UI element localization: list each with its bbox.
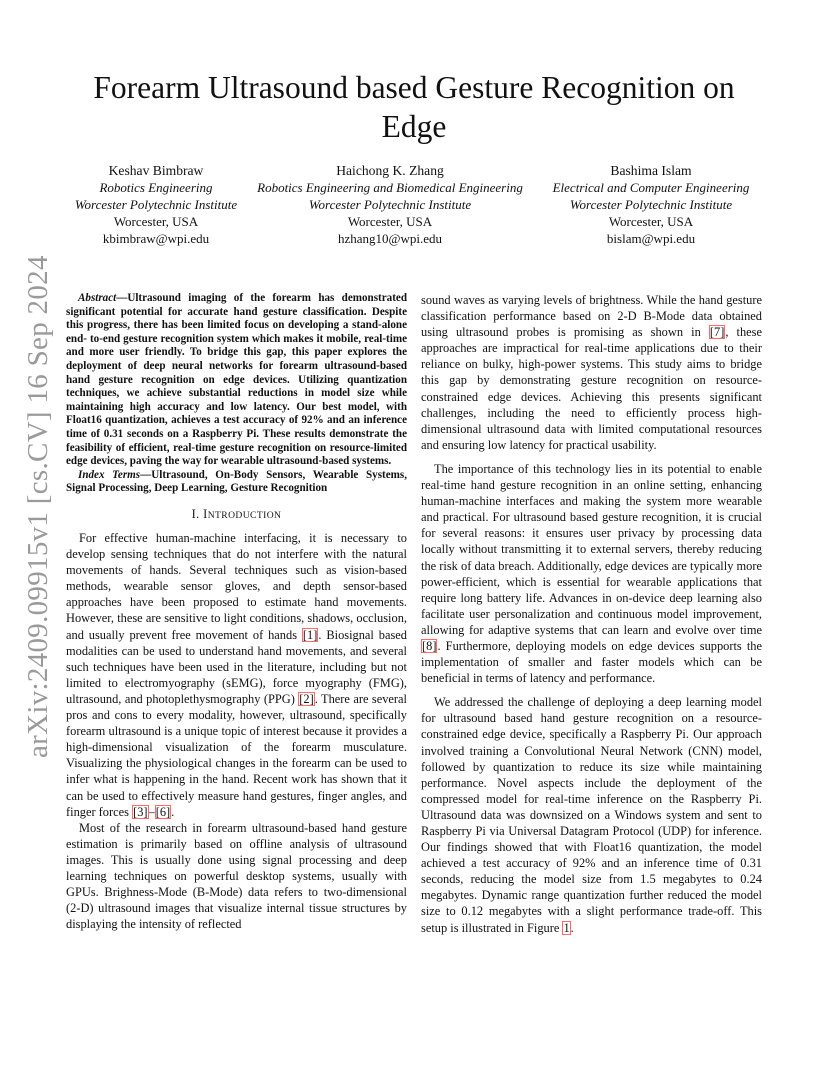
citation-link[interactable]: [7] [709, 325, 725, 340]
citation-link[interactable]: [2] [299, 691, 314, 706]
citation-link[interactable]: [6] [155, 804, 171, 819]
abstract-label: Abstract [78, 292, 117, 304]
right-column [421, 292, 762, 936]
intro-paragraph-2: Most of the research in forearm ultrasound-based hand gesture estimation is primarily based on offline analysis of ultrasound images. This is usually done using signal processing and deep learning techniques on powerful desktop systems, usually with GPUs. Brighness-Mode (B-Mode) data refers to two-dimensional (2-D) ultrasound images that visualize internal tissue structures by displaying the intensity of reflected [66, 820, 407, 932]
author-dept: Robotics Engineering and Biomedical Engineering [257, 180, 523, 195]
author-location: Worcester, USA [347, 214, 433, 229]
arxiv-stamp [16, 255, 60, 758]
author-email[interactable]: hzhang10@wpi.edu [337, 231, 443, 246]
author-email[interactable]: bislam@wpi.edu [606, 231, 696, 246]
author-name: Haichong K. Zhang [336, 163, 444, 178]
author-block [0, 162, 828, 252]
citation-link[interactable]: [8] [422, 638, 437, 653]
intro-paragraph-3: The importance of this technology lies in its potential to enable real-time hand gesture recognition in an online setting, enhancing human-machine interfaces and making the system more wearable and practical. For ultrasound based gesture recognition, it is crucial for several reasons: it ensures user privacy by processing data locally without transmitting it to external servers, thereby reducing the risk of data breach. Additionally, edge devices are typically more power-efficient, which is essential for wearable applications that require long battery life. Advances in on-device deep learning also facilitate user personalization and continuous model improvement, allowing for adaptive systems that can learn and evolve over time [8]. Furthermore, deploying models on edge devices supports the implementation of smaller and faster models which can be beneficial in terms of latency and performance. [421, 461, 762, 686]
author-dept: Electrical and Computer Engineering [552, 180, 750, 195]
intro-paragraph-4: We addressed the challenge of deploying a deep learning model for ultrasound based hand gesture recognition on a resource-constrained edge device, specifically a Raspberry Pi. Our approach involved training a Convolutional Neural Network (CNN) model, followed by quantization to reduce its size while maintaining performance. Novel aspects include the deployment of the compressed model for real-time inference on the Raspberry Pi. Ultrasound data was downsized on a Windows system and sent to Raspberry Pi via Universal Datagram Protocol (UDP) for inference. Our findings showed that with Float16 quantization, the model achieved a test accuracy of 92% and an inference time of 0.31 seconds, reducing the model size from 1.5 megabytes to 0.24 megabytes. Dynamic range quantization further reduced the model size to 0.12 megabytes with a slight performance trade-off. This setup is illustrated in Figure 1. [421, 695, 762, 935]
author-1 [62, 162, 250, 247]
author-dept: Robotics Engineering [99, 180, 213, 195]
left-column [66, 292, 407, 932]
author-location: Worcester, USA [113, 214, 199, 229]
author-email[interactable]: kbimbraw@wpi.edu [102, 231, 210, 246]
index-terms-text: —Ultrasound, On-Body Sensors, Wearable Systems, Signal Processing, Deep Learning, Gesture Recognition [66, 468, 407, 495]
citation-link[interactable]: [1] [302, 627, 318, 642]
citation-link[interactable]: [3] [133, 804, 148, 819]
paper-title: Forearm Ultrasound based Gesture Recognition on Edge [93, 70, 735, 144]
index-terms [66, 469, 407, 496]
author-inst: Worcester Polytechnic Institute [569, 197, 733, 212]
figure-link[interactable]: 1 [563, 920, 570, 935]
section-heading-introduction: I. INTRODUCTION [191, 506, 282, 521]
intro-paragraph-2-cont: sound waves as varying levels of brightness. While the hand gesture classification performance based on 2-D B-Mode data obtained using ultrasound probes is promising as shown in [7], these approaches are impractical for real-time applications due to their reliance on bulky, high-power systems. This study aims to bridge this gap by demonstrating gesture recognition on resource-constrained edge devices. Achieving this presents significant challenges, including the need to efficiently process high-dimensional ultrasound data with limited computational resources and ensuring low latency for practical usability. [421, 293, 763, 452]
author-name: Keshav Bimbraw [108, 163, 204, 178]
author-name: Bashima Islam [610, 163, 692, 178]
author-inst: Worcester Polytechnic Institute [308, 197, 472, 212]
intro-paragraph-1: For effective human-machine interfacing, it is necessary to develop sensing techniques that do not interfere with the natural movements of hands. Several techniques such as vision-based methods, wearable sensor gloves, and depth sensor-based approaches have been proposed to estimate hand movements. However, these are sensitive to light conditions, shadows, occlusion, and usually prevent free movement of hands [1]. Biosignal based modalities can be used to understand hand movements, and several such techniques have been used in the literature, including but not limited to electromyography (sEMG), force myography (FMG), ultrasound, and photoplethysmography (PPG) [2]. There are several pros and cons to every modality, however, ultrasound, specifically forearm ultrasound is a unique topic of interest because it provides a high-dimensional visualization of the forearm musculature. Visualizing the physiological changes in the forearm can be used to infer what is happening in the hand. Recent work has shown that it can be used to effectively measure hand gestures, finger angles, and finger forces [3]–[6]. [66, 531, 407, 819]
author-3 [538, 162, 764, 247]
author-2 [248, 162, 532, 247]
arxiv-id: arXiv:2409.09915v1 [cs.CV] 16 Sep 2024 [22, 255, 54, 758]
abstract [66, 292, 407, 469]
author-location: Worcester, USA [608, 214, 694, 229]
index-terms-label: Index Terms [78, 468, 141, 481]
abstract-text: —Ultrasound imaging of the forearm has demonstrated significant potential for accurate hand gesture classification. Despite this progress, there has been limited focus on developing a stand-alone end- to-end gesture recognition system which makes it mobile, real-time and more user friendly. To bridge this gap, this paper explores the deployment of deep neural networks for forearm ultrasound-based hand gesture recognition on edge devices. Utilizing quantization techniques, we achieve substantial reductions in model size while maintaining high accuracy and low latency. Our best model, with Float16 quantization, achieves a test accuracy of 92% and an inference time of 0.31 seconds on a Raspberry Pi. These results demonstrate the feasibility of efficient, real-time gesture recognition on resource-limited edge devices, paving the way for wearable ultrasound-based systems. [66, 292, 407, 468]
author-inst: Worcester Polytechnic Institute [74, 197, 238, 212]
